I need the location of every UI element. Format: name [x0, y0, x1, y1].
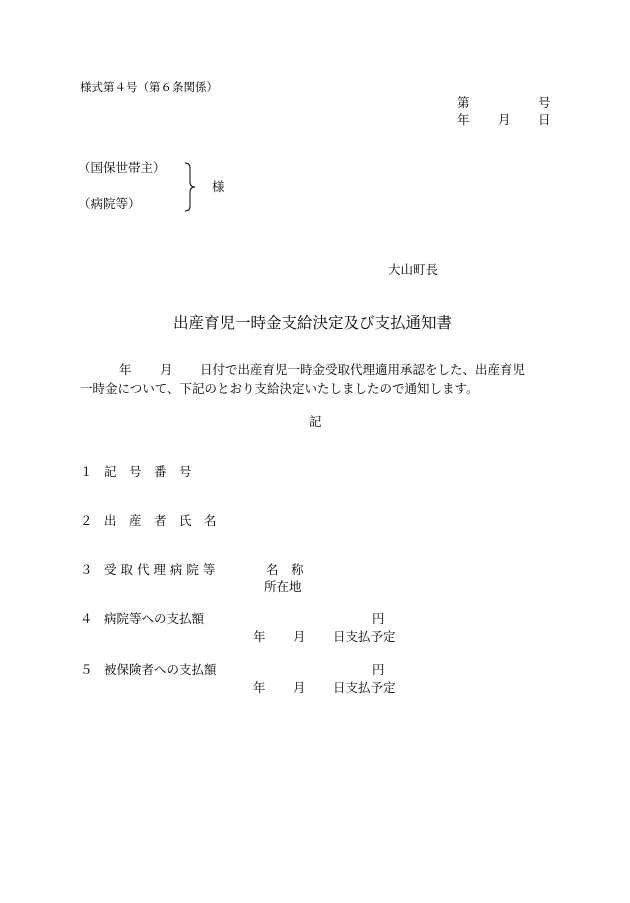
item-1-number: １ [80, 464, 93, 479]
item-4-payment-date: 日支払予定 [333, 629, 396, 644]
body-line-1: 日付で出産育児一時金受取代理適用承認をした、出産育児 [200, 362, 526, 377]
item-3-sub-name: 名 称 [266, 562, 304, 577]
item-4-number: ４ [80, 611, 93, 626]
addressee-household-head: （国保世帯主） [78, 160, 166, 175]
doc-number-suffix: 号 [538, 95, 551, 110]
body-line-2: 一時金について、下記のとおり支給決定いたしましたので通知します。 [80, 381, 479, 396]
item-5-year: 年 [253, 680, 266, 695]
item-5-month: 月 [293, 680, 306, 695]
addressee-hospital: （病院等） [78, 196, 141, 211]
item-4-yen: 円 [372, 611, 385, 626]
item-4-month: 月 [293, 629, 306, 644]
honorific-sama: 様 [212, 179, 225, 194]
right-brace-icon [183, 162, 197, 212]
item-5-label: 被保険者への支払額 [104, 662, 217, 677]
item-2-label: 出 産 者 氏 名 [104, 513, 217, 528]
item-3-sub-address: 所在地 [264, 579, 302, 594]
ki-heading: 記 [309, 414, 322, 429]
item-4-year: 年 [253, 629, 266, 644]
sender-name: 大山町長 [388, 262, 439, 277]
document-title: 出産育児一時金支給決定及び支払通知書 [173, 314, 453, 332]
date-month: 月 [498, 112, 511, 127]
form-label: 様式第４号（第６条関係） [80, 80, 218, 94]
date-day: 日 [538, 112, 551, 127]
date-year: 年 [457, 112, 470, 127]
item-3-number: ３ [80, 562, 93, 577]
item-1-label: 記 号 番 号 [104, 464, 192, 479]
item-5-number: ５ [80, 662, 93, 677]
item-2-number: ２ [80, 513, 93, 528]
item-5-yen: 円 [372, 662, 385, 677]
item-5-payment-date: 日支払予定 [333, 680, 396, 695]
doc-number-prefix: 第 [457, 95, 470, 110]
body-year: 年 [119, 362, 132, 377]
body-month: 月 [160, 362, 173, 377]
item-3-label: 受 取 代 理 病 院 等 [104, 562, 216, 577]
item-4-label: 病院等への支払額 [104, 611, 205, 626]
